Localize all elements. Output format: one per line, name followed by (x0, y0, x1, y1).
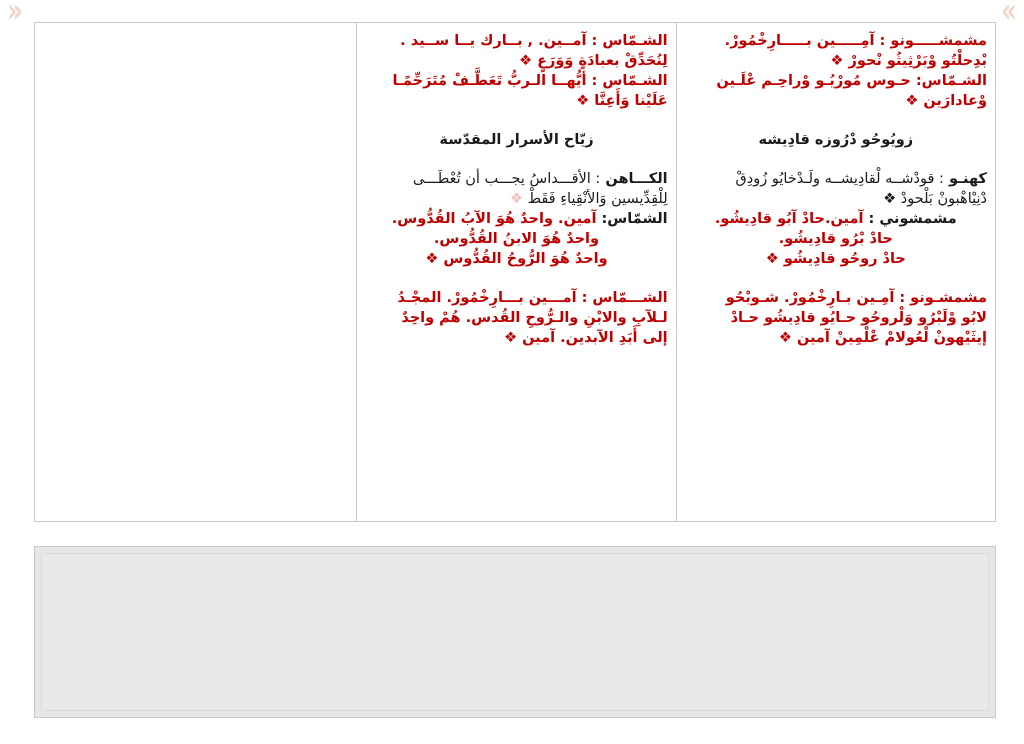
priest-line (685, 169, 987, 189)
line: الشـــمّاس : آمـــين بـــارِخْمُورْ. المجْـدُ (397, 290, 668, 306)
line: وْعادارَين ❖ (905, 93, 987, 109)
deacon-line (685, 209, 987, 229)
line-text: آمين. واحدٌ هُوَ الآبُ القُدُّوس. (391, 211, 597, 227)
line: واحدٌ هُوَ الرُّوحُ القُدُّوس ❖ (425, 251, 608, 267)
section-heading: زيّاح الأسرار المقدّسة (439, 132, 594, 148)
line: الشـمّاس : أيُّهــا الـربُّ تَعَطَّـفْ مُتَرَحِّمًـا (392, 73, 668, 89)
line: مشمشـونو : آمِـين بـارِخْمُورْ. شـوبْحُو (725, 290, 987, 306)
footer-panel (34, 546, 996, 718)
priest-line (365, 169, 667, 189)
diamond-mark-icon: ❖ (509, 191, 523, 207)
speaker-label: الكـــاهن (605, 171, 668, 187)
line: مشمشـــــونو : آمِـــــين بـــــارِخْمُورْ. (724, 33, 987, 49)
decorative-chevron-right: « (1001, 0, 1017, 31)
line: الشـمّاس: حـوس مُورْيُـو وْراحِـم عْلَـين (716, 73, 987, 89)
line-text: : الأقـــداسُ يجـــب أن تُعْطَـــى (412, 171, 601, 187)
deacon-line (365, 209, 667, 229)
line-text: : قودْشــه لْقادِيشــه ولَـدْخايُو زُودِقْ (735, 171, 944, 187)
section-heading: زويُوحُو دْرُوزه قادِيشه (758, 132, 914, 148)
speaker-label: الشمّاس: (601, 211, 668, 227)
line: واحدٌ هُوَ الابنُ القُدُّوس. (433, 231, 600, 247)
line: إلى أَبَدِ الآبدين. آمين ❖ (504, 330, 668, 346)
line: بْدِحلْتُو وْبَرْثِيثُو نْحورْ ❖ (830, 53, 987, 69)
line: دْنِيْاهْبونْ بَلْحودْ ❖ (883, 191, 987, 207)
line: لابُو وْلَبْرُو وَلْروحُو حـايُو قادِيشُو حـادْ (730, 310, 987, 326)
speaker-label: كهنـو (949, 171, 987, 187)
line: إيثَيْهونْ لْعُولامْ عْلْمِينْ آمين ❖ (778, 330, 987, 346)
line: الشـمّاس : آمــين. , بــارك يــا ســيد . (400, 33, 668, 49)
transliteration-column (676, 23, 995, 521)
line-text: آمين.حادْ آبُو قادِيشُو. (714, 211, 864, 227)
footer-inner-panel (41, 553, 989, 711)
arabic-column (356, 23, 675, 521)
line: لـلآبِ والابْنِ والـرُّوحِ القُدس. هُمْ واحِدٌ (401, 310, 668, 326)
text-table (34, 22, 996, 522)
line: حادْ بْرُو قادِيشُو. (778, 231, 893, 247)
line: حادْ روحُو قادِيشُو ❖ (765, 251, 906, 267)
line: عَلَيْنا وَأَعِنَّا ❖ (576, 93, 668, 109)
line-text: لِلْقِدِّيسين وَالأنْقِياءِ فَقَطْ (527, 191, 668, 207)
speaker-label: مشمشوني : (868, 211, 957, 227)
decorative-chevron-left: » (7, 0, 23, 31)
empty-column (35, 23, 356, 521)
line (365, 189, 667, 209)
line: لِنُحَدِّقْ بعبادَةٍ وَوَرَعٍ ❖ (519, 53, 668, 69)
